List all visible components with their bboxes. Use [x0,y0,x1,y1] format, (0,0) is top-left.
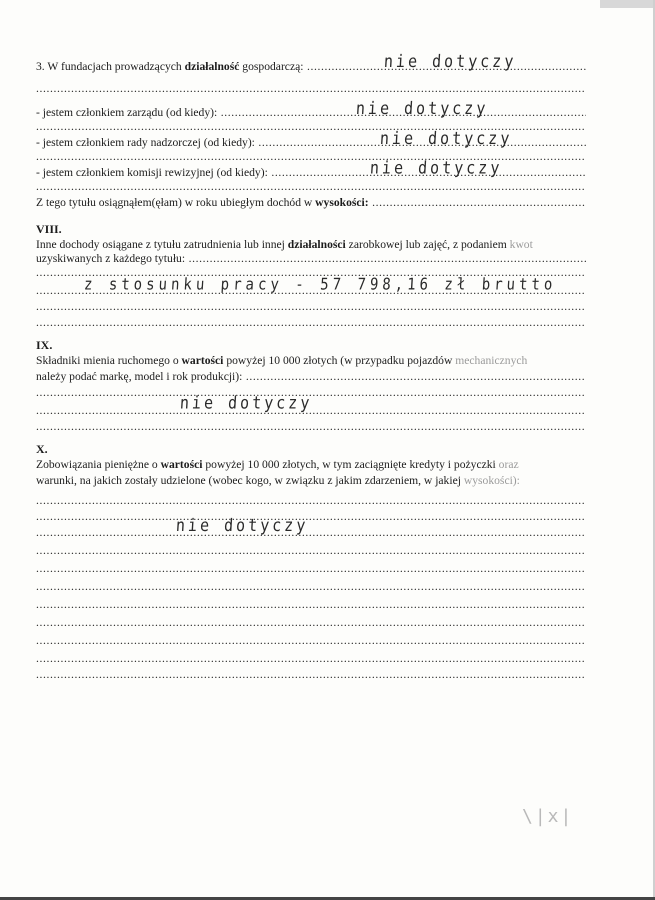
dotted-line [36,598,586,612]
dotted-line [36,580,586,594]
dotted-line [36,562,586,576]
dotted-line [36,316,586,330]
handwritten-supervisory: nie dotyczy [379,127,513,149]
handwritten-foundations: nie dotyczy [383,50,517,72]
dotted-line [36,652,586,666]
audit-member-line: - jestem członkiem komisji rewizyjnej (od kiedy): ..... [36,166,586,180]
board-member-line: - jestem członkiem zarządu (od kiedy): ..... [36,106,586,120]
dotted-line [36,150,586,164]
section-x-heading: X. [36,442,48,456]
dotted-line [36,616,586,630]
dotted-line [36,420,586,434]
handwritten-liabilities: nie dotyczy [175,514,309,536]
foundations-line: 3. W fundacjach prowadzących działalność gospodarczą: ..... [36,60,586,74]
section-viii-text: Inne dochody osiągane z tytułu zatrudnienia lub innej działalności zarobkowej lub zajęć, z podaniem kwot [36,238,533,251]
dotted-line [36,526,586,540]
section-ix-text-line2: należy podać markę, model i rok produkcji): ..... [36,370,586,384]
dotted-line [36,404,586,418]
section-x-text-line2: warunki, na jakich zostały udzielone (wobec kogo, w związku z jakim zdarzeniem, w jakiej wysokości): [36,474,520,487]
dotted-line [36,494,586,508]
supervisory-member-line: - jestem członkiem rady nadzorczej (od kiedy): ..... [36,136,586,150]
scan-edge-top [600,0,655,8]
section-viii-heading: VIII. [36,222,62,236]
handwritten-audit: nie dotyczy [369,157,503,179]
income-line: Z tego tytułu osiągnąłem(ęłam) w roku ubiegłym dochód w wysokości: ..... [36,196,586,210]
handwritten-movable-assets: nie dotyczy [179,392,313,414]
section-ix-text: Składniki mienia ruchomego o wartości powyżej 10 000 złotych (w przypadku pojazdów mechanicznych [36,354,528,367]
dotted-line [36,634,586,648]
dotted-line [36,544,586,558]
handwritten-board: nie dotyczy [355,97,489,119]
section-x-text: Zobowiązania pieniężne o wartości powyżej 10 000 złotych, w tym zaciągnięte kredyty i pożyczki oraz [36,458,519,471]
dotted-line [36,180,586,194]
dotted-line [36,300,586,314]
section-viii-text-line2: uzyskiwanych z każdego tytułu: ..... [36,252,586,266]
section-ix-heading: IX. [36,338,53,352]
dotted-line [36,668,586,682]
dotted-line [36,82,586,96]
dotted-line [36,510,586,524]
handwritten-income-entry: z stosunku pracy - 57 798,16 zł brutto [83,275,557,295]
corner-pencil-mark: \|x| [522,806,574,827]
